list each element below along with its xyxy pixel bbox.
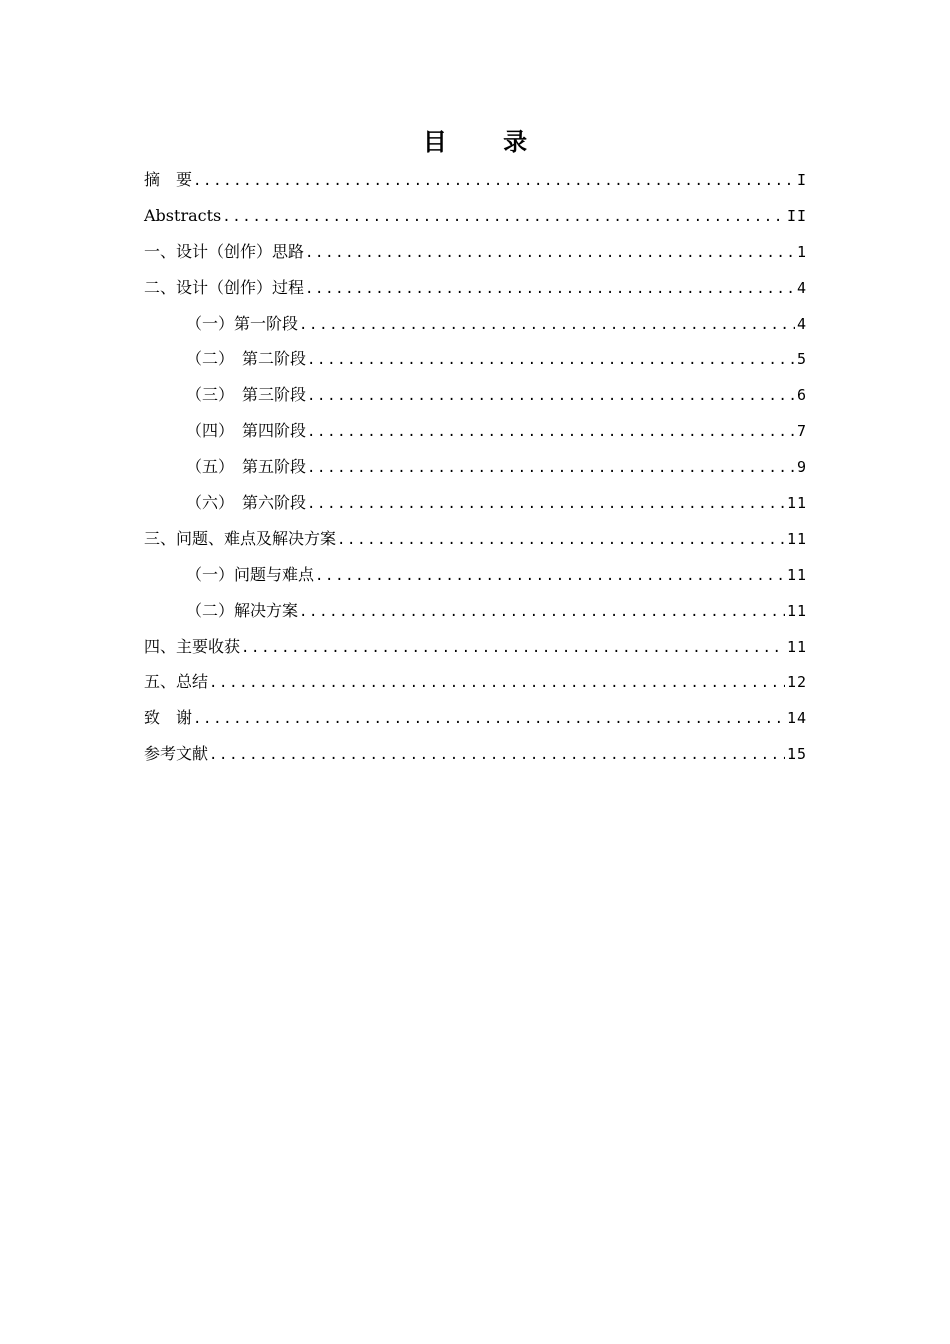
toc-entry-section-5[interactable] [144,664,807,700]
toc-entry-page: 14 [786,709,807,728]
toc-entry-section-2-3[interactable] [144,377,807,413]
toc-entry-label: （二）解决方案 [186,600,299,620]
toc-dot-leader [209,738,785,774]
toc-dot-leader [307,415,795,451]
toc-entry-section-2[interactable] [144,270,807,306]
toc-dot-leader [307,343,795,379]
toc-entry-label: （一）问题与难点 [186,564,315,584]
toc-entry-page: 11 [786,565,807,584]
toc-entry-page: 11 [786,601,807,620]
toc-dot-leader [299,308,795,344]
toc-entry-label: （五） 第五阶段 [186,457,307,477]
toc-entry-section-2-2[interactable] [144,341,807,377]
toc-entry-label: Abstracts [144,205,222,225]
toc-entry-section-1[interactable] [144,234,807,270]
toc-entry-section-2-6[interactable] [144,485,807,521]
toc-entry-page: 11 [786,494,807,513]
toc-entry-section-3[interactable] [144,521,807,557]
toc-entry-page: I [796,171,807,189]
toc-entry-section-3-2[interactable] [144,593,807,629]
toc-entry-page: 15 [786,745,807,764]
toc-entry-page: 4 [796,314,807,333]
toc-entry-label: （六） 第六阶段 [186,493,307,513]
toc-entry-label: 摘 要 [144,170,193,189]
toc-entry-label: （三） 第三阶段 [186,385,307,405]
toc-dot-leader [337,523,785,559]
toc-dot-leader [315,559,785,595]
toc-dot-leader [299,595,785,631]
toc-entry-page: 7 [796,422,807,441]
toc-entry-section-4[interactable] [144,629,807,665]
toc-entry-section-3-1[interactable] [144,557,807,593]
toc-entry-page: 5 [796,350,807,369]
toc-entry-section-2-1[interactable] [144,306,807,342]
toc-dot-leader [307,451,795,487]
toc-list [144,162,807,772]
toc-entry-label: （二） 第二阶段 [186,349,307,369]
toc-entry-label: 五、总结 [144,672,209,692]
toc-entry-page: 4 [796,278,807,297]
toc-entry-label: （四） 第四阶段 [186,421,307,441]
toc-entry-label: 二、设计（创作）过程 [144,277,305,297]
toc-dot-leader [222,200,785,236]
toc-entry-page: 1 [796,242,807,261]
toc-entry-label: 三、问题、难点及解决方案 [144,528,337,548]
toc-entry-page: II [786,206,807,225]
toc-entry-abstract-en[interactable] [144,198,807,234]
toc-entry-page: 9 [796,458,807,477]
toc-dot-leader [305,236,795,272]
toc-dot-leader [305,272,795,308]
toc-entry-label: 参考文献 [144,744,209,764]
toc-dot-leader [307,379,795,415]
toc-entry-page: 11 [786,529,807,548]
toc-entry-page: 6 [796,386,807,405]
toc-entry-label: 四、主要收获 [144,636,241,656]
toc-entry-label: 致 谢 [144,708,193,728]
toc-dot-leader [193,164,795,200]
toc-entry-abstract-cn[interactable] [144,162,807,198]
toc-entry-label: （一）第一阶段 [186,313,299,333]
toc-dot-leader [209,666,785,702]
toc-dot-leader [241,631,785,667]
toc-entry-references[interactable] [144,736,807,772]
toc-entry-page: 11 [786,637,807,656]
toc-entry-acknowledgements[interactable] [144,700,807,736]
toc-entry-page: 12 [786,673,807,692]
toc-entry-section-2-5[interactable] [144,449,807,485]
toc-dot-leader [307,487,785,523]
toc-entry-section-2-4[interactable] [144,413,807,449]
toc-title: 目 录 [422,128,552,156]
toc-dot-leader [193,702,785,738]
toc-entry-label: 一、设计（创作）思路 [144,241,305,261]
